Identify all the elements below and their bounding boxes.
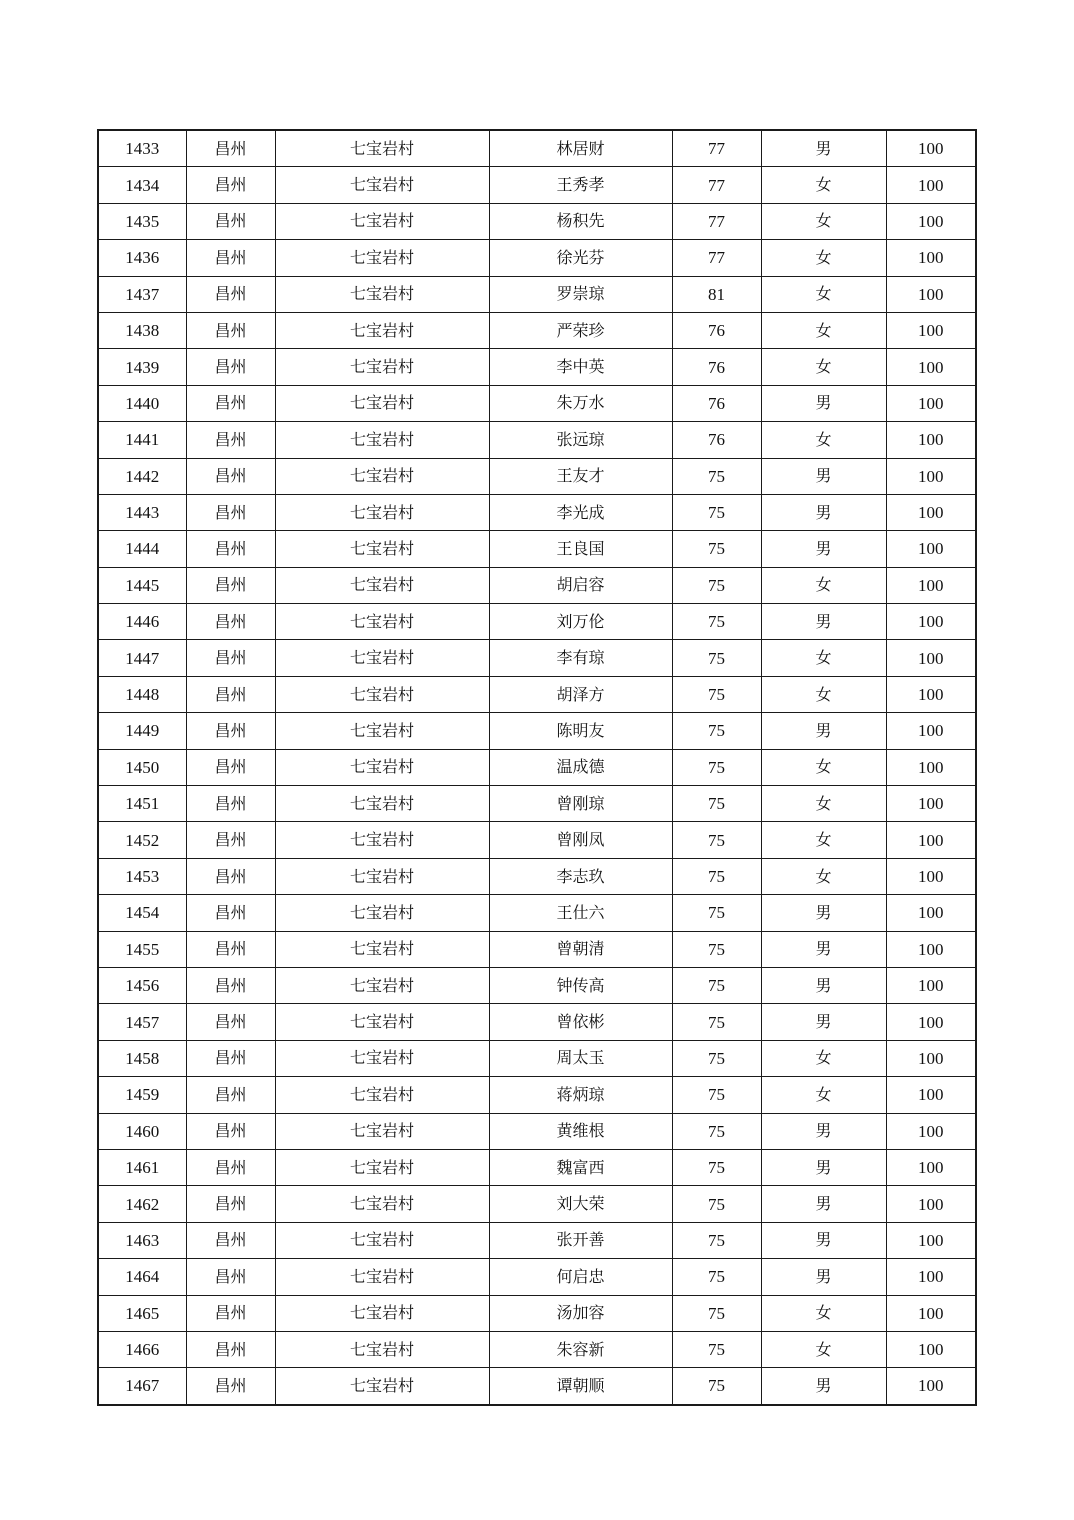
cell-county: 昌州 [186, 1040, 275, 1076]
cell-amount: 100 [886, 494, 976, 530]
cell-county: 昌州 [186, 458, 275, 494]
cell-amount: 100 [886, 130, 976, 167]
cell-person-name: 徐光芬 [489, 240, 672, 276]
cell-person-name: 李有琼 [489, 640, 672, 676]
table-row [98, 676, 976, 712]
cell-sex: 女 [761, 1295, 886, 1331]
cell-person-name: 张开善 [489, 1222, 672, 1258]
cell-sex: 男 [761, 1222, 886, 1258]
cell-village: 七宝岩村 [275, 858, 489, 894]
cell-sex: 女 [761, 640, 886, 676]
cell-serial-number: 1439 [98, 349, 186, 385]
cell-age: 75 [672, 1186, 761, 1222]
cell-amount: 100 [886, 422, 976, 458]
cell-village: 七宝岩村 [275, 531, 489, 567]
cell-person-name: 李志玖 [489, 858, 672, 894]
cell-sex: 女 [761, 167, 886, 203]
cell-age: 75 [672, 1004, 761, 1040]
cell-sex: 男 [761, 931, 886, 967]
cell-amount: 100 [886, 531, 976, 567]
cell-amount: 100 [886, 1040, 976, 1076]
cell-village: 七宝岩村 [275, 1077, 489, 1113]
cell-age: 76 [672, 349, 761, 385]
cell-amount: 100 [886, 458, 976, 494]
cell-sex: 女 [761, 276, 886, 312]
cell-amount: 100 [886, 1149, 976, 1185]
cell-age: 75 [672, 1149, 761, 1185]
table-row [98, 713, 976, 749]
cell-village: 七宝岩村 [275, 494, 489, 530]
cell-age: 75 [672, 676, 761, 712]
cell-sex: 女 [761, 858, 886, 894]
cell-village: 七宝岩村 [275, 1222, 489, 1258]
cell-amount: 100 [886, 713, 976, 749]
table-row [98, 1222, 976, 1258]
cell-sex: 女 [761, 749, 886, 785]
cell-amount: 100 [886, 640, 976, 676]
cell-age: 75 [672, 531, 761, 567]
cell-village: 七宝岩村 [275, 931, 489, 967]
cell-person-name: 刘万伦 [489, 604, 672, 640]
cell-serial-number: 1436 [98, 240, 186, 276]
table-row [98, 531, 976, 567]
table-row [98, 895, 976, 931]
cell-person-name: 王友才 [489, 458, 672, 494]
cell-village: 七宝岩村 [275, 895, 489, 931]
table-row [98, 749, 976, 785]
cell-county: 昌州 [186, 858, 275, 894]
cell-age: 75 [672, 1259, 761, 1295]
cell-amount: 100 [886, 822, 976, 858]
cell-serial-number: 1435 [98, 203, 186, 239]
cell-amount: 100 [886, 858, 976, 894]
cell-county: 昌州 [186, 494, 275, 530]
cell-age: 75 [672, 1040, 761, 1076]
cell-sex: 女 [761, 203, 886, 239]
cell-amount: 100 [886, 676, 976, 712]
cell-person-name: 严荣珍 [489, 312, 672, 348]
cell-sex: 男 [761, 713, 886, 749]
cell-age: 75 [672, 713, 761, 749]
cell-county: 昌州 [186, 1149, 275, 1185]
cell-serial-number: 1452 [98, 822, 186, 858]
cell-village: 七宝岩村 [275, 640, 489, 676]
cell-amount: 100 [886, 312, 976, 348]
cell-serial-number: 1454 [98, 895, 186, 931]
cell-amount: 100 [886, 967, 976, 1003]
cell-person-name: 曾刚琼 [489, 786, 672, 822]
cell-amount: 100 [886, 385, 976, 421]
table-row [98, 858, 976, 894]
table-row [98, 1077, 976, 1113]
cell-sex: 女 [761, 422, 886, 458]
cell-serial-number: 1457 [98, 1004, 186, 1040]
cell-county: 昌州 [186, 1368, 275, 1405]
cell-serial-number: 1443 [98, 494, 186, 530]
cell-village: 七宝岩村 [275, 713, 489, 749]
cell-person-name: 李中英 [489, 349, 672, 385]
table-row [98, 1331, 976, 1367]
table-row [98, 276, 976, 312]
cell-serial-number: 1465 [98, 1295, 186, 1331]
cell-sex: 男 [761, 1004, 886, 1040]
cell-age: 75 [672, 967, 761, 1003]
cell-sex: 女 [761, 349, 886, 385]
table-row [98, 494, 976, 530]
cell-age: 75 [672, 931, 761, 967]
table-row [98, 931, 976, 967]
cell-county: 昌州 [186, 1331, 275, 1367]
cell-person-name: 胡启容 [489, 567, 672, 603]
cell-serial-number: 1461 [98, 1149, 186, 1185]
cell-sex: 男 [761, 1149, 886, 1185]
cell-county: 昌州 [186, 1077, 275, 1113]
cell-serial-number: 1433 [98, 130, 186, 167]
cell-serial-number: 1438 [98, 312, 186, 348]
cell-village: 七宝岩村 [275, 422, 489, 458]
cell-village: 七宝岩村 [275, 1186, 489, 1222]
cell-sex: 男 [761, 895, 886, 931]
cell-age: 75 [672, 858, 761, 894]
cell-age: 75 [672, 604, 761, 640]
cell-age: 75 [672, 1113, 761, 1149]
cell-age: 75 [672, 1331, 761, 1367]
cell-person-name: 何启忠 [489, 1259, 672, 1295]
cell-village: 七宝岩村 [275, 458, 489, 494]
cell-age: 75 [672, 567, 761, 603]
cell-amount: 100 [886, 786, 976, 822]
cell-serial-number: 1449 [98, 713, 186, 749]
cell-person-name: 张远琼 [489, 422, 672, 458]
cell-person-name: 朱万水 [489, 385, 672, 421]
cell-age: 75 [672, 822, 761, 858]
cell-county: 昌州 [186, 749, 275, 785]
cell-village: 七宝岩村 [275, 786, 489, 822]
cell-age: 75 [672, 1368, 761, 1405]
cell-county: 昌州 [186, 786, 275, 822]
cell-person-name: 林居财 [489, 130, 672, 167]
cell-person-name: 刘大荣 [489, 1186, 672, 1222]
cell-county: 昌州 [186, 931, 275, 967]
cell-amount: 100 [886, 1222, 976, 1258]
cell-sex: 女 [761, 312, 886, 348]
cell-county: 昌州 [186, 422, 275, 458]
table-row [98, 822, 976, 858]
cell-serial-number: 1434 [98, 167, 186, 203]
table-row [98, 240, 976, 276]
cell-county: 昌州 [186, 1004, 275, 1040]
cell-sex: 男 [761, 385, 886, 421]
cell-person-name: 陈明友 [489, 713, 672, 749]
cell-person-name: 杨积先 [489, 203, 672, 239]
cell-person-name: 李光成 [489, 494, 672, 530]
cell-sex: 女 [761, 240, 886, 276]
cell-person-name: 汤加容 [489, 1295, 672, 1331]
cell-person-name: 罗崇琼 [489, 276, 672, 312]
cell-county: 昌州 [186, 167, 275, 203]
cell-age: 75 [672, 458, 761, 494]
cell-person-name: 黄维根 [489, 1113, 672, 1149]
cell-serial-number: 1442 [98, 458, 186, 494]
cell-serial-number: 1440 [98, 385, 186, 421]
cell-amount: 100 [886, 931, 976, 967]
cell-serial-number: 1437 [98, 276, 186, 312]
cell-amount: 100 [886, 240, 976, 276]
cell-amount: 100 [886, 276, 976, 312]
cell-county: 昌州 [186, 676, 275, 712]
cell-village: 七宝岩村 [275, 130, 489, 167]
cell-amount: 100 [886, 749, 976, 785]
cell-person-name: 王仕六 [489, 895, 672, 931]
cell-person-name: 胡泽方 [489, 676, 672, 712]
cell-county: 昌州 [186, 385, 275, 421]
cell-village: 七宝岩村 [275, 349, 489, 385]
table-row [98, 349, 976, 385]
cell-county: 昌州 [186, 203, 275, 239]
cell-county: 昌州 [186, 895, 275, 931]
cell-person-name: 曾刚凤 [489, 822, 672, 858]
cell-serial-number: 1447 [98, 640, 186, 676]
cell-sex: 男 [761, 604, 886, 640]
cell-amount: 100 [886, 1004, 976, 1040]
table-row [98, 604, 976, 640]
cell-amount: 100 [886, 604, 976, 640]
cell-village: 七宝岩村 [275, 276, 489, 312]
cell-amount: 100 [886, 1259, 976, 1295]
roster-table [97, 129, 977, 1406]
cell-person-name: 曾朝清 [489, 931, 672, 967]
cell-serial-number: 1455 [98, 931, 186, 967]
cell-village: 七宝岩村 [275, 604, 489, 640]
cell-village: 七宝岩村 [275, 1295, 489, 1331]
roster-table-body [98, 130, 976, 1405]
cell-age: 75 [672, 895, 761, 931]
cell-county: 昌州 [186, 276, 275, 312]
table-row [98, 1149, 976, 1185]
cell-county: 昌州 [186, 1113, 275, 1149]
table-row [98, 967, 976, 1003]
cell-village: 七宝岩村 [275, 1259, 489, 1295]
cell-county: 昌州 [186, 130, 275, 167]
cell-person-name: 朱容新 [489, 1331, 672, 1367]
cell-sex: 女 [761, 1040, 886, 1076]
table-row [98, 167, 976, 203]
cell-sex: 男 [761, 494, 886, 530]
cell-amount: 100 [886, 1186, 976, 1222]
table-row [98, 1186, 976, 1222]
cell-person-name: 王良国 [489, 531, 672, 567]
table-row [98, 1368, 976, 1405]
cell-county: 昌州 [186, 240, 275, 276]
cell-age: 75 [672, 749, 761, 785]
cell-village: 七宝岩村 [275, 567, 489, 603]
cell-serial-number: 1458 [98, 1040, 186, 1076]
table-row [98, 1004, 976, 1040]
cell-serial-number: 1464 [98, 1259, 186, 1295]
cell-village: 七宝岩村 [275, 203, 489, 239]
cell-age: 76 [672, 385, 761, 421]
cell-village: 七宝岩村 [275, 1331, 489, 1367]
cell-age: 75 [672, 494, 761, 530]
cell-sex: 女 [761, 1331, 886, 1367]
table-row [98, 567, 976, 603]
table-row [98, 1295, 976, 1331]
cell-serial-number: 1450 [98, 749, 186, 785]
cell-age: 77 [672, 167, 761, 203]
cell-serial-number: 1448 [98, 676, 186, 712]
cell-village: 七宝岩村 [275, 385, 489, 421]
cell-sex: 男 [761, 967, 886, 1003]
cell-village: 七宝岩村 [275, 1040, 489, 1076]
cell-sex: 男 [761, 1368, 886, 1405]
cell-age: 81 [672, 276, 761, 312]
cell-age: 75 [672, 1077, 761, 1113]
cell-amount: 100 [886, 1368, 976, 1405]
cell-age: 75 [672, 786, 761, 822]
cell-serial-number: 1441 [98, 422, 186, 458]
cell-village: 七宝岩村 [275, 240, 489, 276]
cell-amount: 100 [886, 567, 976, 603]
cell-village: 七宝岩村 [275, 1004, 489, 1040]
table-row [98, 203, 976, 239]
cell-village: 七宝岩村 [275, 967, 489, 1003]
cell-person-name: 魏富西 [489, 1149, 672, 1185]
cell-serial-number: 1460 [98, 1113, 186, 1149]
cell-village: 七宝岩村 [275, 312, 489, 348]
cell-county: 昌州 [186, 604, 275, 640]
table-row [98, 422, 976, 458]
cell-person-name: 谭朝顺 [489, 1368, 672, 1405]
cell-amount: 100 [886, 349, 976, 385]
cell-age: 75 [672, 640, 761, 676]
cell-county: 昌州 [186, 1295, 275, 1331]
cell-sex: 男 [761, 1113, 886, 1149]
cell-sex: 女 [761, 822, 886, 858]
cell-person-name: 蒋炳琼 [489, 1077, 672, 1113]
cell-age: 75 [672, 1295, 761, 1331]
cell-serial-number: 1456 [98, 967, 186, 1003]
cell-village: 七宝岩村 [275, 822, 489, 858]
cell-serial-number: 1444 [98, 531, 186, 567]
cell-village: 七宝岩村 [275, 676, 489, 712]
cell-sex: 男 [761, 458, 886, 494]
cell-serial-number: 1462 [98, 1186, 186, 1222]
cell-serial-number: 1467 [98, 1368, 186, 1405]
cell-serial-number: 1453 [98, 858, 186, 894]
cell-sex: 女 [761, 1077, 886, 1113]
cell-village: 七宝岩村 [275, 1368, 489, 1405]
cell-county: 昌州 [186, 1186, 275, 1222]
cell-amount: 100 [886, 1295, 976, 1331]
cell-serial-number: 1463 [98, 1222, 186, 1258]
table-row [98, 786, 976, 822]
table-row [98, 1113, 976, 1149]
cell-county: 昌州 [186, 967, 275, 1003]
cell-county: 昌州 [186, 822, 275, 858]
cell-sex: 男 [761, 130, 886, 167]
cell-serial-number: 1466 [98, 1331, 186, 1367]
cell-sex: 男 [761, 1259, 886, 1295]
cell-age: 76 [672, 312, 761, 348]
cell-sex: 男 [761, 1186, 886, 1222]
cell-age: 77 [672, 240, 761, 276]
cell-person-name: 周太玉 [489, 1040, 672, 1076]
cell-county: 昌州 [186, 531, 275, 567]
cell-age: 77 [672, 130, 761, 167]
cell-amount: 100 [886, 1077, 976, 1113]
cell-county: 昌州 [186, 312, 275, 348]
cell-county: 昌州 [186, 713, 275, 749]
cell-county: 昌州 [186, 640, 275, 676]
table-row [98, 312, 976, 348]
cell-person-name: 王秀孝 [489, 167, 672, 203]
cell-village: 七宝岩村 [275, 1149, 489, 1185]
cell-person-name: 温成德 [489, 749, 672, 785]
cell-sex: 女 [761, 786, 886, 822]
cell-county: 昌州 [186, 567, 275, 603]
cell-county: 昌州 [186, 1259, 275, 1295]
cell-amount: 100 [886, 167, 976, 203]
cell-age: 75 [672, 1222, 761, 1258]
table-row [98, 1040, 976, 1076]
table-row [98, 130, 976, 167]
cell-person-name: 钟传高 [489, 967, 672, 1003]
cell-amount: 100 [886, 1113, 976, 1149]
cell-serial-number: 1446 [98, 604, 186, 640]
cell-village: 七宝岩村 [275, 1113, 489, 1149]
cell-village: 七宝岩村 [275, 749, 489, 785]
table-row [98, 1259, 976, 1295]
table-row [98, 640, 976, 676]
cell-village: 七宝岩村 [275, 167, 489, 203]
cell-serial-number: 1451 [98, 786, 186, 822]
cell-serial-number: 1445 [98, 567, 186, 603]
cell-age: 77 [672, 203, 761, 239]
cell-serial-number: 1459 [98, 1077, 186, 1113]
cell-person-name: 曾依彬 [489, 1004, 672, 1040]
cell-sex: 女 [761, 567, 886, 603]
cell-amount: 100 [886, 1331, 976, 1367]
table-row [98, 458, 976, 494]
cell-county: 昌州 [186, 349, 275, 385]
cell-amount: 100 [886, 203, 976, 239]
cell-sex: 男 [761, 531, 886, 567]
cell-age: 76 [672, 422, 761, 458]
cell-county: 昌州 [186, 1222, 275, 1258]
cell-amount: 100 [886, 895, 976, 931]
cell-sex: 女 [761, 676, 886, 712]
table-row [98, 385, 976, 421]
